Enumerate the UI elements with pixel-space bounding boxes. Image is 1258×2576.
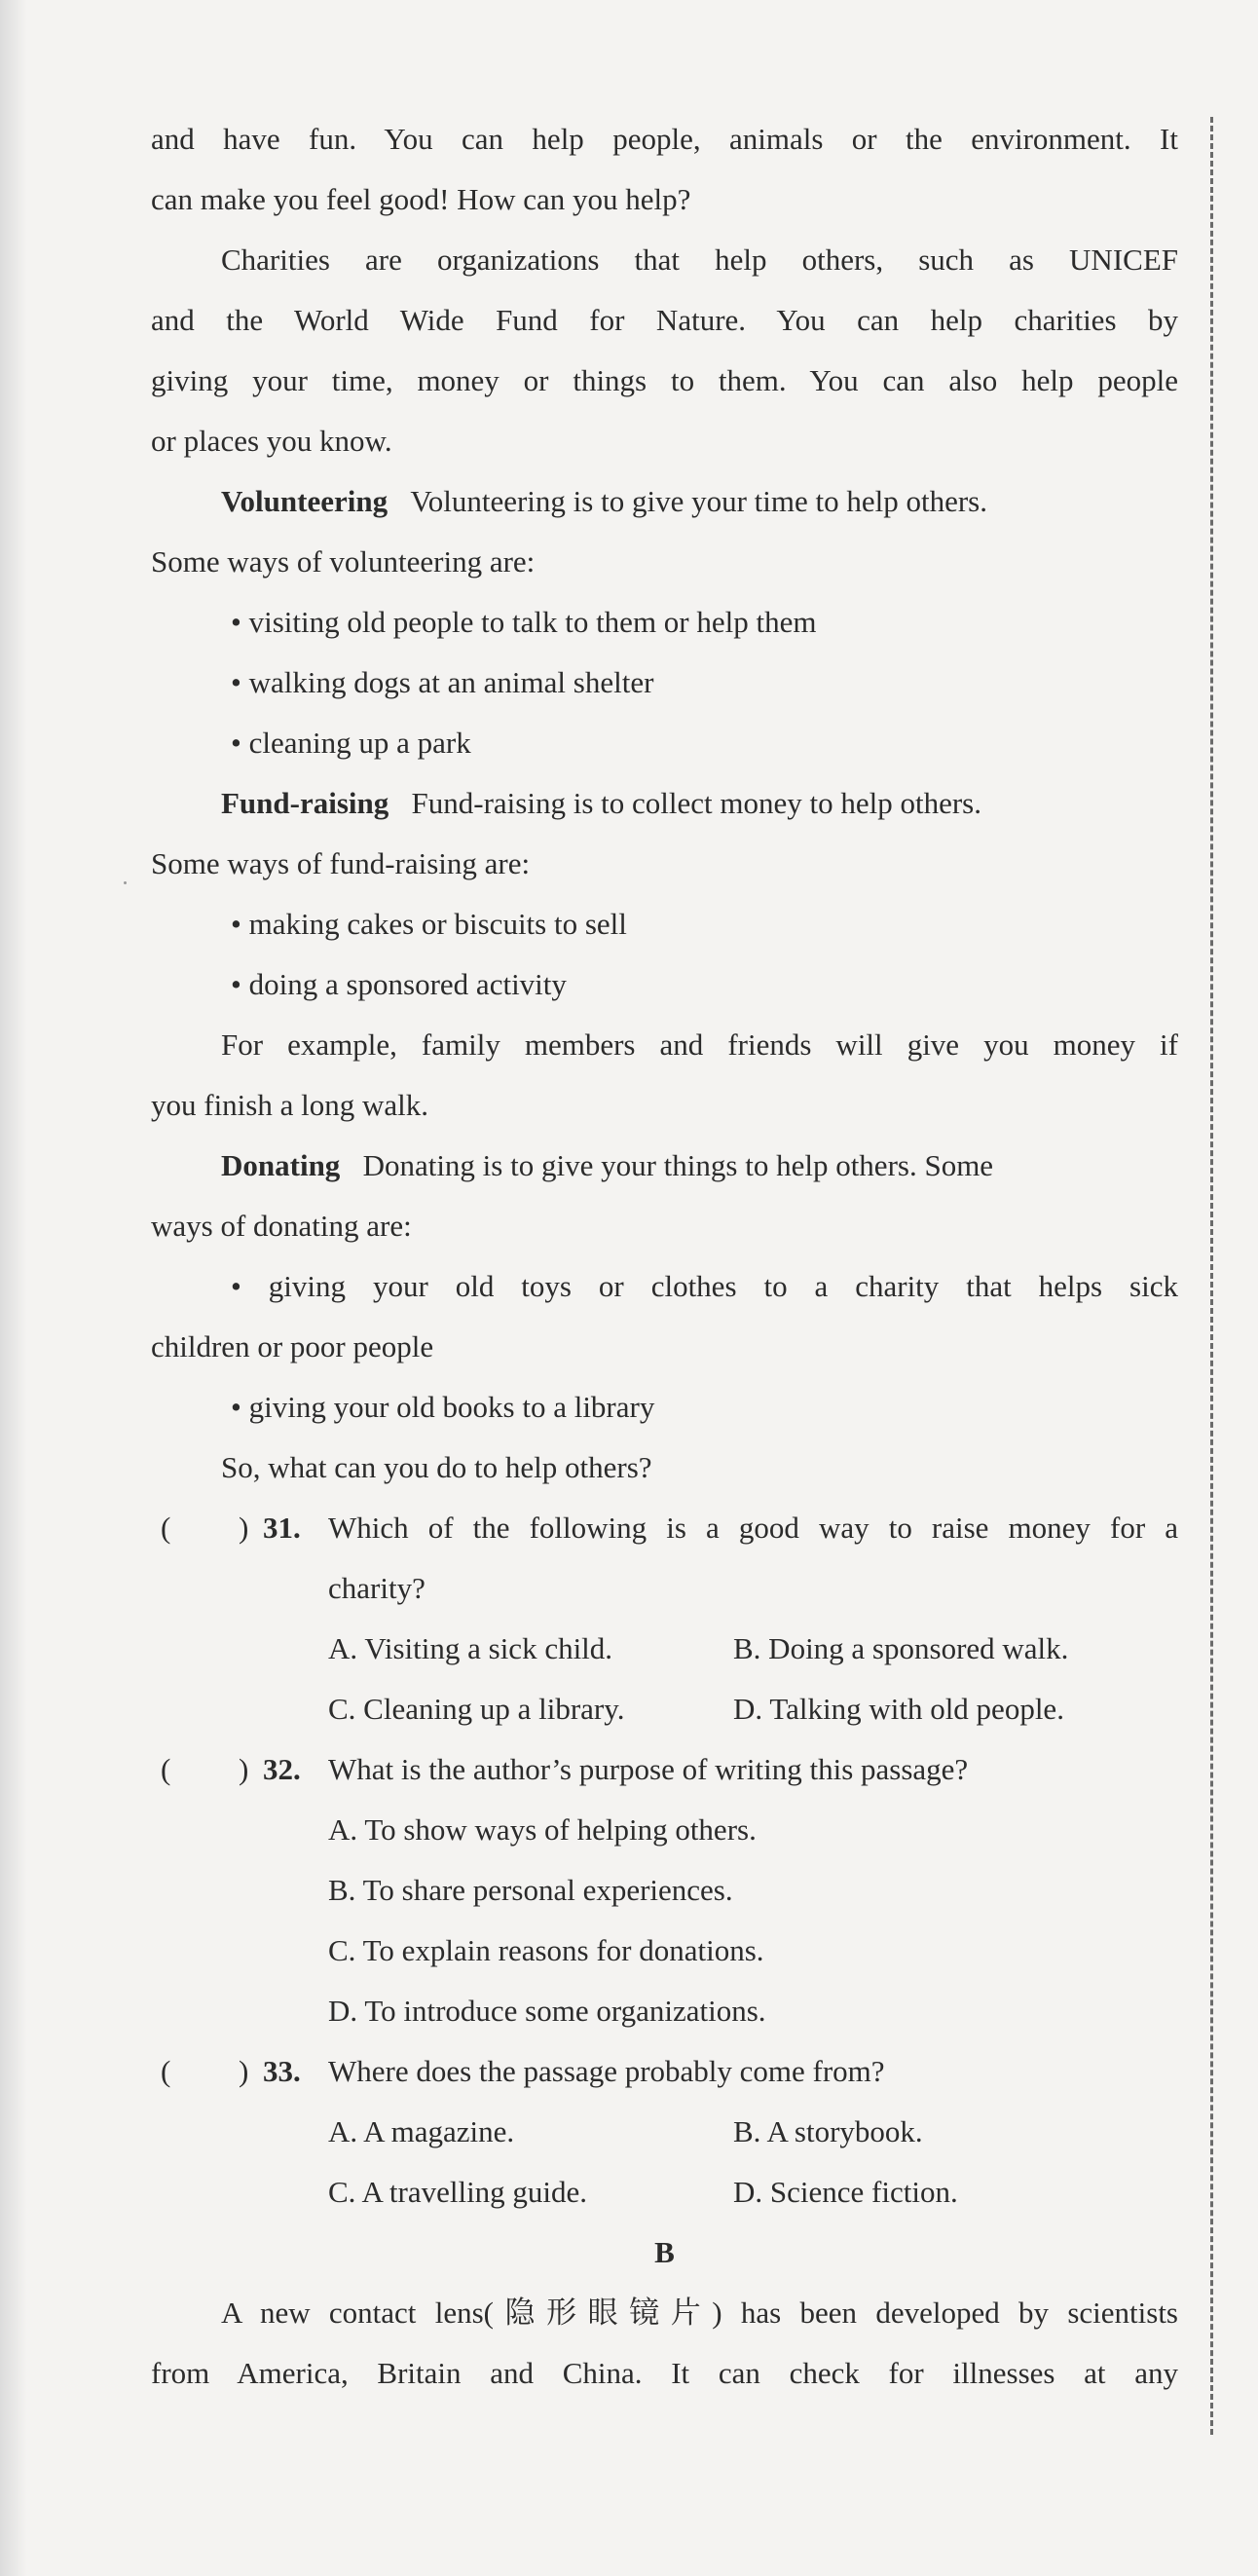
bullet-item: • cleaning up a park <box>231 726 471 760</box>
passage-line: For example, family members and friends will give you money if <box>221 1027 1178 1062</box>
donating-heading: Donating <box>221 1148 341 1182</box>
fundraising-heading: Fund-raising <box>221 786 389 820</box>
option-c: C. A travelling guide. <box>328 2175 588 2209</box>
option-b: B. Doing a sponsored walk. <box>733 1631 1069 1665</box>
passage-line: and the World Wide Fund for Nature. You can help charities by <box>151 303 1178 337</box>
stray-mark <box>124 881 127 884</box>
section-b-title: B <box>654 2235 675 2269</box>
passage-line: and have fun. You can help people, animals or the environment. It <box>151 122 1178 156</box>
donating-text: Donating is to give your things to help others. Some <box>362 1148 994 1182</box>
volunteering-heading: Volunteering <box>221 484 388 518</box>
question-number: 31. <box>263 1511 301 1545</box>
question-33 <box>151 2041 1178 2102</box>
passage-closing: So, what can you do to help others? <box>221 1450 652 1484</box>
option-b: B. A storybook. <box>733 2114 923 2148</box>
question-text: Where does the passage probably come from? <box>328 2054 885 2088</box>
volunteering-text: Volunteering is to give your time to help others. <box>410 484 987 518</box>
passage-line: A new contact lens(隐形眼镜片) has been developed by scientists <box>221 2296 1178 2330</box>
passage-line: Some ways of fund-raising are: <box>151 846 531 880</box>
option-d: D. Science fiction. <box>733 2175 958 2209</box>
options-row <box>151 2102 1178 2162</box>
question-32 <box>151 1739 1178 1800</box>
options-row <box>151 1981 1178 2041</box>
bullet-item: • giving your old toys or clothes to a charity that helps sick <box>231 1269 1178 1303</box>
answer-paren-close: ) <box>239 2054 249 2088</box>
option-d: D. Talking with old people. <box>733 1692 1064 1726</box>
passage-line: can make you feel good! How can you help? <box>151 182 691 216</box>
options-row <box>151 1921 1178 1981</box>
options-row <box>151 1619 1178 1679</box>
answer-paren-close: ) <box>239 1752 249 1786</box>
passage-line: from America, Britain and China. It can check for illnesses at any <box>151 2356 1178 2390</box>
donating-line <box>151 1136 1178 1196</box>
option-a: A. A magazine. <box>328 2114 515 2148</box>
option-c: C. To explain reasons for donations. <box>328 1933 764 1967</box>
volunteering-line <box>151 471 1178 532</box>
bullet-continuation: children or poor people <box>151 1329 434 1363</box>
question-31 <box>151 1498 1178 1558</box>
answer-paren-open: ( <box>161 1752 171 1786</box>
question-text: What is the author’s purpose of writing this passage? <box>328 1752 969 1786</box>
passage-line: you finish a long walk. <box>151 1088 428 1122</box>
passage-line: Some ways of volunteering are: <box>151 544 536 579</box>
bullet-item: • making cakes or biscuits to sell <box>231 907 627 941</box>
bullet-item: • visiting old people to talk to them or help them <box>231 605 817 639</box>
passage-line: giving your time, money or things to them. You can also help people <box>151 363 1178 397</box>
bullet-item: • doing a sponsored activity <box>231 967 567 1001</box>
question-text-cont: charity? <box>328 1571 426 1605</box>
answer-paren-close: ) <box>239 1511 249 1545</box>
options-row <box>151 1800 1178 1860</box>
passage-line: or places you know. <box>151 424 392 458</box>
answer-paren-open: ( <box>161 1511 171 1545</box>
question-number: 33. <box>263 2054 301 2088</box>
dashed-cut-line <box>1210 117 1213 2435</box>
answer-paren-open: ( <box>161 2054 171 2088</box>
passage-line: ways of donating are: <box>151 1209 412 1243</box>
fundraising-line <box>151 773 1178 834</box>
bullet-item: • walking dogs at an animal shelter <box>231 665 654 699</box>
options-row <box>151 1860 1178 1921</box>
bullet-item: • giving your old books to a library <box>231 1390 655 1424</box>
question-text: Which of the following is a good way to raise money for a <box>328 1511 1178 1545</box>
option-a: A. To show ways of helping others. <box>328 1812 757 1847</box>
fundraising-text: Fund-raising is to collect money to help others. <box>411 786 981 820</box>
option-c: C. Cleaning up a library. <box>328 1692 625 1726</box>
page-left-edge-shadow <box>0 0 27 2576</box>
reading-content <box>151 109 1178 2404</box>
question-number: 32. <box>263 1752 301 1786</box>
option-a: A. Visiting a sick child. <box>328 1631 613 1665</box>
options-row <box>151 1679 1178 1739</box>
options-row <box>151 2162 1178 2222</box>
option-b: B. To share personal experiences. <box>328 1873 733 1907</box>
passage-line: Charities are organizations that help others, such as UNICEF <box>221 243 1178 277</box>
option-d: D. To introduce some organizations. <box>328 1994 766 2028</box>
